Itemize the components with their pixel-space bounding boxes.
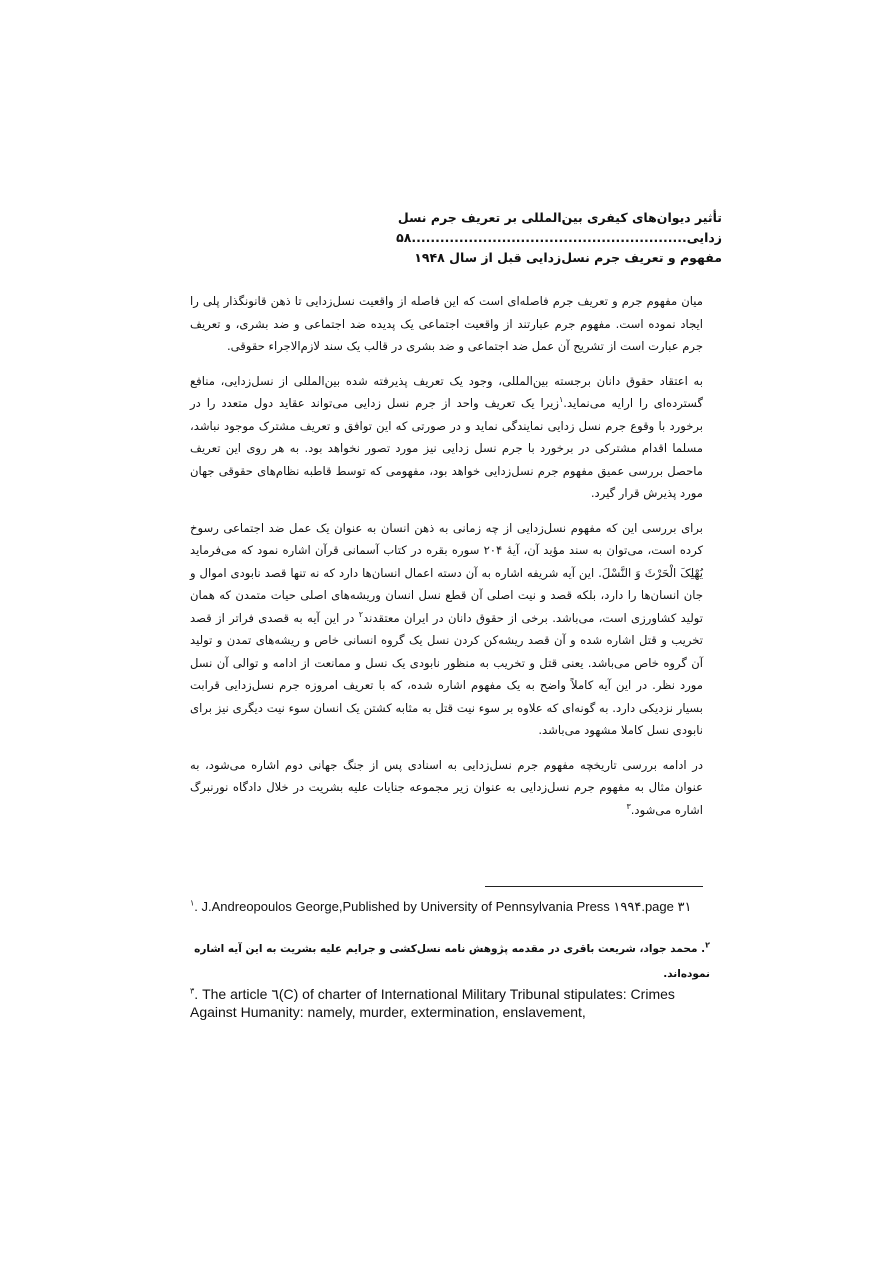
paragraph-3-text-a: برای بررسی این که مفهوم نسل‌زدایی از چه زمانی به ذهن انسان به عنوان یک عمل ضد اجتماعی رسوخ کرده است، می‌توان به سند مؤید آن، آیهٔ ۲۰۴ سوره بقره در کتاب آسمانی قرآن اشاره نمود که می‌فرماید یُهْلِکَ الْحَرْثَ وَ النَّسْلَ. این آیه شریفه اشاره به آن دسته اعمال انسان‌ها دارد که نه تنها قصد نابودی اموال و جان انسان‌ها را دارد، بلکه قصد و نیت اصلی آن قطع نسل انسان وریشه‌های اصلی حیات متمدن که همان تولید کشاورزی است، می‌باشد. برخی از حقوق دانان در ایران معتقدند bbox=[190, 520, 703, 625]
footnote-ref-3[interactable]: ۳ bbox=[626, 801, 631, 811]
toc-entry-title[interactable]: تأثیر دیوان‌های کیفری بین‌المللی بر تعریف جرم نسل bbox=[397, 210, 722, 225]
table-of-contents bbox=[392, 208, 722, 268]
paragraph-1 bbox=[190, 290, 703, 358]
paragraph-2-text-b: زیرا یک تعریف واحد از جرم نسل زدایی می‌تواند عقاید دول متعدد را در برخورد با وقوع جرم نسل زدایی نمایندگی نماید و در صورتی که این توافق و تعریف مشترک موجود نباشد، مسلما اقدام مشترکی در برخورد با جرم نسل زدایی نیز مورد تصور نخواهد بود. به هر روی این تعریف ماحصل بررسی عمیق مفهوم جرم نسل‌زدایی خواهد بود، مفهومی که توسط قاطبه نظام‌های حقوقی جهان مورد پذیرش قرار گیرد. bbox=[190, 396, 703, 500]
paragraph-2-text-a: به اعتقاد حقوق دانان برجسته بین‌المللی، وجود یک تعریف پذیرفته شده بین‌المللی از نسل‌زدایی، منافع گسترده‌ای را ارایه می‌نماید. bbox=[190, 373, 704, 410]
paragraph-2 bbox=[190, 370, 703, 505]
paragraph-1-text: میان مفهوم جرم و تعریف جرم فاصله‌ای است که این فاصله از واقعیت نسل‌زدایی تا ذهن قانونگذار پلی را ایجاد نموده است. مفهوم جرم عبارتند از واقعیت اجتماعی یک پدیده ضد اجتماعی و ضد بشری، و تعریف جرم عبارت است از تشریح آن عمل ضد اجتماعی و ضد بشری در قالب یک سند لازم‌الاجراء حقوقی. bbox=[190, 294, 703, 353]
paragraph-4 bbox=[190, 754, 703, 822]
toc-entry-subtitle[interactable]: مفهوم و تعریف جرم نسل‌زدایی قبل از سال ۱۹۴۸ bbox=[414, 250, 722, 265]
footnote-3-text: . The article ٦(C) of charter of International Military Tribunal stipulates: Crimes Against Humanity: namely, murder, extermination, enslavement, bbox=[190, 986, 675, 1020]
footnote-3 bbox=[190, 985, 720, 1021]
footnote-1-mark: ۱ bbox=[190, 898, 195, 908]
footnote-2-mark: ۲ bbox=[705, 940, 710, 950]
footnote-separator bbox=[485, 886, 703, 887]
footnote-ref-2[interactable]: ۲ bbox=[358, 609, 364, 619]
body-text bbox=[190, 290, 703, 833]
paragraph-4-text: در ادامه بررسی تاریخچه مفهوم جرم نسل‌زدایی به اسنادی پس از جنگ جهانی دوم اشاره می‌شود، به عنوان مثال به مفهوم جرم نسل‌زدایی به عنوان زیر مجموعه جنایات علیه بشریت در خلال دادگاه نورنبرگ اشاره می‌شود. bbox=[190, 757, 703, 817]
toc-entry-page[interactable]: زدایی..........................................................۵۸ bbox=[396, 230, 722, 245]
paragraph-3-text-b: در این آیه به قصدی فراتر از قصد تخریب و قتل اشاره شده و آن قصد ریشه‌کن کردن نسل یک گروه انسانی خاص و ریشه‌های تمدن و تولید آن گروه خاص می‌باشد. یعنی قتل و تخریب به منظور نابودی یک نسل و ممانعت از ادامه و توالی آن نسل مورد نظر. در این آیه کاملاً واضح به یک مفهوم اشاره شده، که با تعریف امروزه جرم نسل‌زدایی قرابت بسیار نزدیکی دارد. به گونه‌ای که علاوه بر سوء نیت قتل به مثابه کشتن یک انسان سوء نیت دیگری نیز برای نابودی نسل کاملا مشهود می‌باشد. bbox=[190, 610, 703, 737]
footnote-1 bbox=[190, 897, 710, 917]
footnote-ref-1[interactable]: ۱ bbox=[559, 395, 564, 405]
footnote-1-text: . J.Andreopoulos George,Published by University of Pennsylvania Press ۱۹۹۴.page ۳۱ bbox=[194, 899, 692, 914]
footnote-3-mark: ۳ bbox=[190, 986, 195, 996]
footnote-2-text: . محمد جواد، شریعت باقری در مقدمه پژوهش نامه نسل‌کشی و جرایم علیه بشریت به این آیه اشاره نموده‌اند. bbox=[194, 943, 710, 980]
paragraph-3 bbox=[190, 517, 703, 742]
footnote-2 bbox=[190, 937, 710, 987]
